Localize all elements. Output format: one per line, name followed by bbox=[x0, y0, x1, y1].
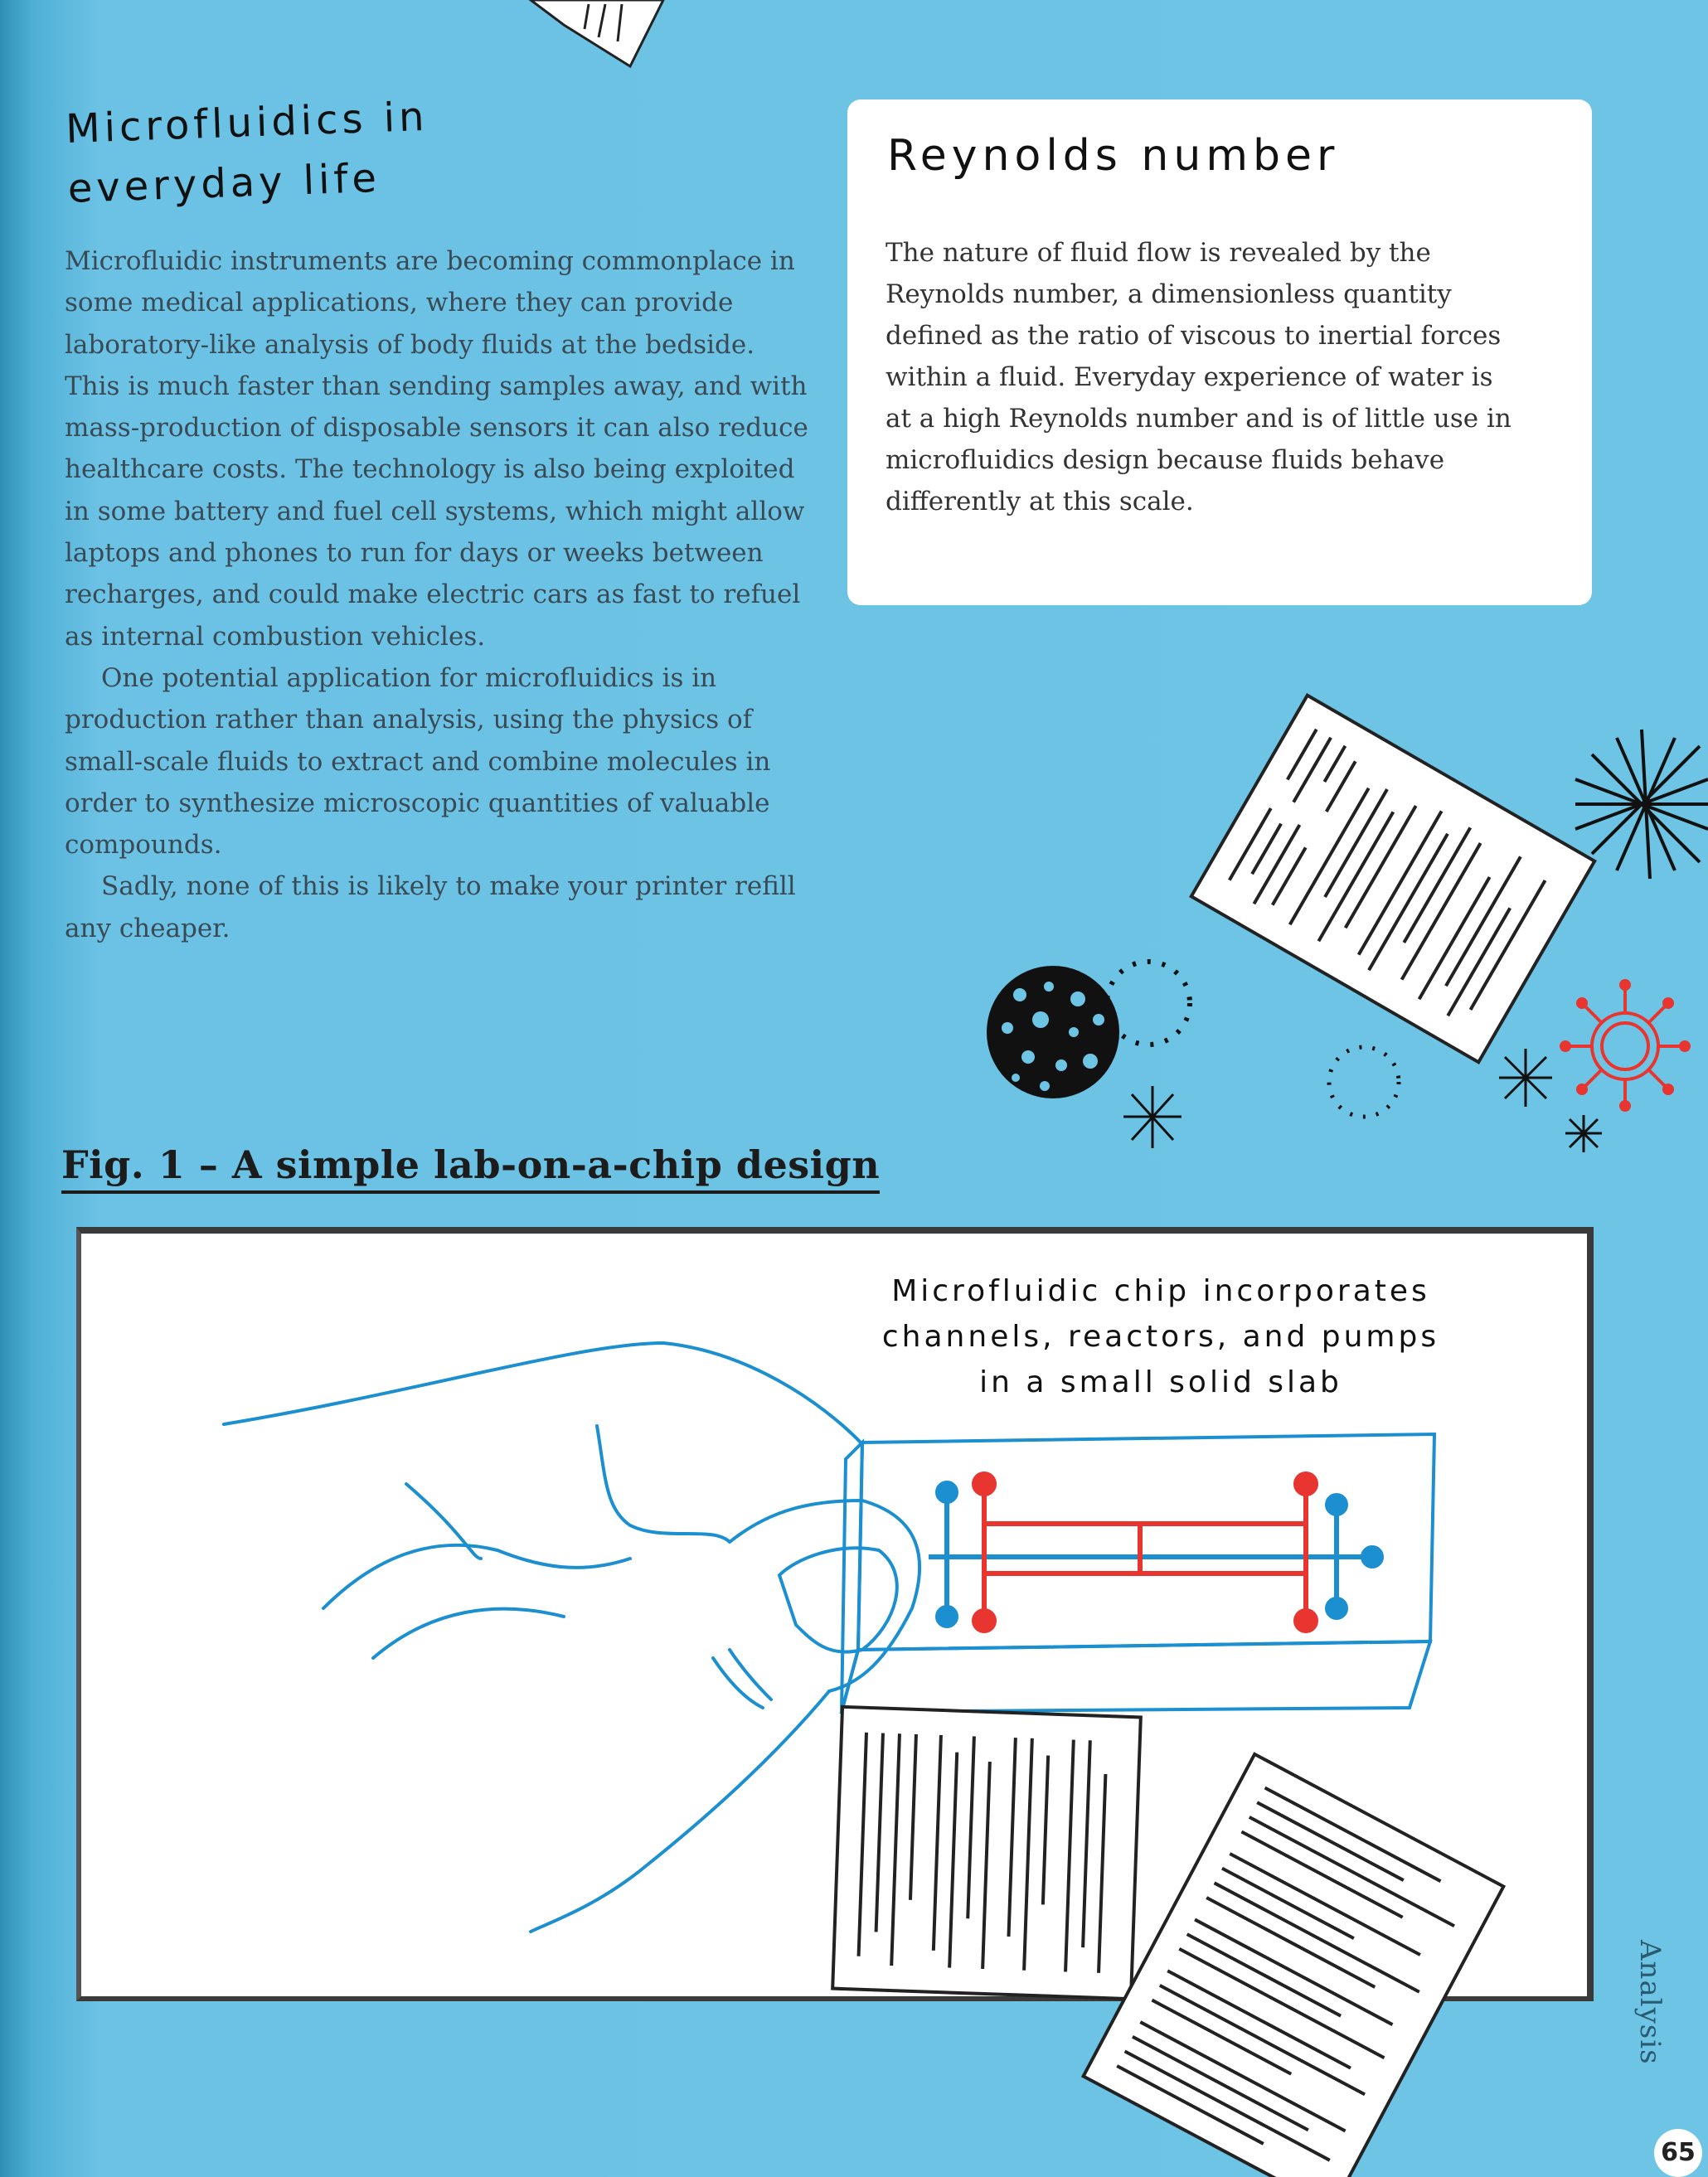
paragraph: Microfluidic instruments are becoming commonplace in some medical applications, where they can provide laboratory-like analysis of body fluids at the bedside. This is much faster than sending samples away, and with mass-production of disposable sensors it can also reduce healthcare costs. The technology is also being exploited in some battery and fuel cell systems, which might allow laptops and phones to run for days or weeks between recharges, and could make electric cars as fast to refuel as internal combustion vehicles. bbox=[65, 246, 808, 652]
page-number: 65 bbox=[1654, 2129, 1702, 2177]
section-side-label: Analysis bbox=[1633, 1940, 1667, 2065]
caption-line2: channels, reactors, and pumps bbox=[881, 1320, 1440, 1354]
card-body: The nature of fluid flow is revealed by the Reynolds number, a dimensionless quantity defined as the ratio of viscous to inertial forces within a fluid. Everyday experience of water is at a high Reynolds number and is of little use in microfluidics design because fluids behave differently at this scale. bbox=[886, 238, 1511, 516]
paper-sheet-icon bbox=[832, 1707, 1141, 1999]
paper-sheet-icon bbox=[1084, 1754, 1504, 2177]
section-title-line1: Microfluidics in bbox=[65, 93, 429, 153]
paragraph: Sadly, none of this is likely to make your printer refill any cheaper. bbox=[65, 871, 796, 943]
caption-line3: in a small solid slab bbox=[979, 1365, 1342, 1399]
figure-title: Fig. 1 – A simple lab-on-a-chip design bbox=[61, 1142, 880, 1194]
caption-line1: Microfluidic chip incorporates bbox=[891, 1274, 1430, 1308]
paragraph: One potential application for microfluidics is in production rather than analysis, using the physics of small-scale fluids to extract and combine molecules in order to synthesize microscopic quantities of valuable compounds. bbox=[65, 662, 771, 861]
section-title-line2: everyday life bbox=[66, 154, 381, 212]
card-title: Reynolds number bbox=[887, 131, 1340, 181]
